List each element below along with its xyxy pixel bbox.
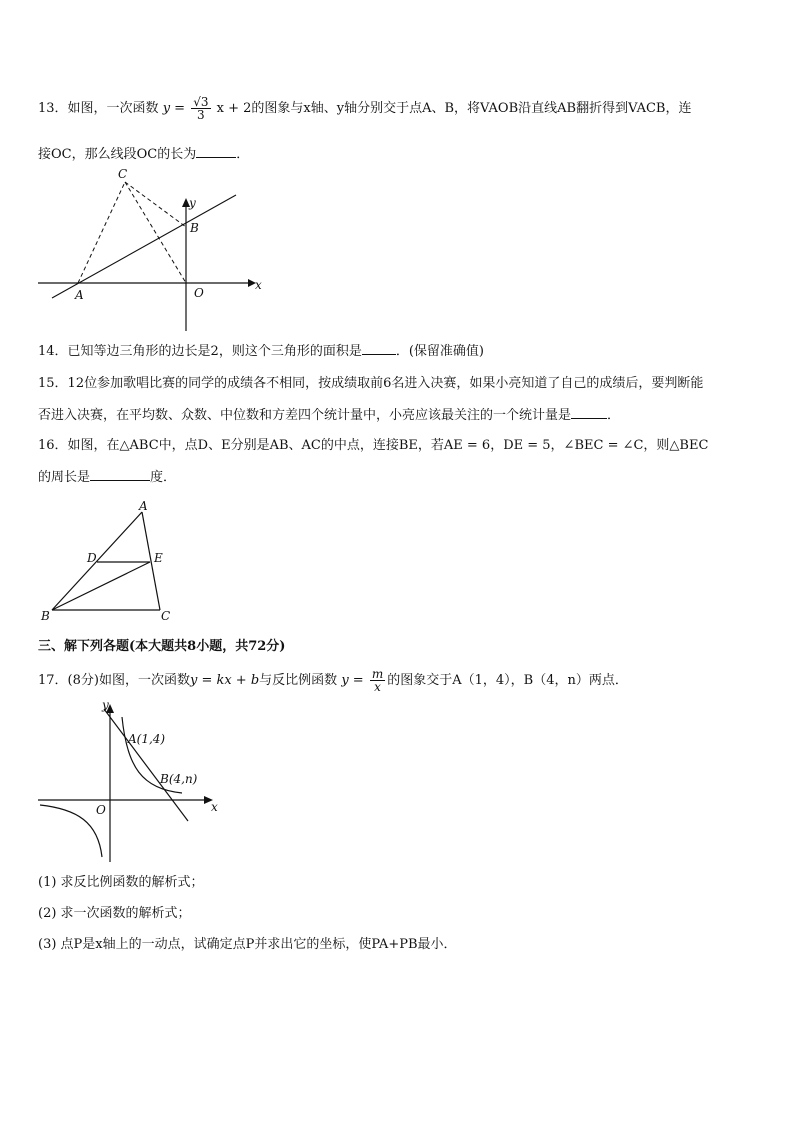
q16-label-e: E — [154, 551, 163, 565]
q15-line2 — [38, 406, 620, 426]
q16-text-1: 16．如图，在△ABC中，点D、E分别是AB、AC的中点，连接BE，若AE = 6，DE = 5，∠BEC = ∠C，则△BEC — [38, 438, 709, 453]
q13-line1 — [38, 96, 691, 121]
q13-label-b: B — [190, 221, 199, 235]
section-3-heading: 三、解下列各题(本大题共8小题，共72分) — [38, 639, 286, 654]
q13-text-a: 如图，一次函数 — [67, 101, 159, 116]
q16-label-a: A — [139, 500, 148, 513]
q16-line2 — [38, 468, 176, 488]
q17-frac-num: m — [371, 667, 384, 681]
q13-figure — [30, 165, 290, 335]
q17-fraction — [370, 668, 385, 693]
q13-text-b: 的图象与x轴、y轴分别交于点A、B，将VAOB沿直线AB翻折得到VACB，连 — [251, 101, 692, 116]
q16-figure — [36, 500, 186, 625]
q17-label-o: O — [96, 803, 106, 817]
q17-frac-den: x — [374, 680, 381, 694]
q14-answer-blank — [362, 342, 396, 355]
q17-sub1: (1) 求反比例函数的解析式； — [38, 875, 204, 890]
q13-frac-den: 3 — [197, 108, 205, 122]
q15-answer-blank — [571, 406, 607, 419]
q14-end: ．(保留准确值) — [395, 344, 484, 359]
q13-answer-blank — [196, 145, 236, 158]
q16-line1 — [38, 436, 708, 456]
q14-text: 14．已知等边三角形的边长是2，则这个三角形的面积是 — [38, 344, 362, 359]
q13-label-x: x — [255, 278, 262, 292]
q17-figure — [32, 697, 232, 867]
q16-text-2a: 的周长是 — [38, 470, 91, 485]
q17-label-b: B(4,n) — [160, 772, 198, 786]
q15-text-2: 否进入决赛，在平均数、众数、中位数和方差四个统计量中，小亮应该最关注的一个统计量是 — [38, 408, 572, 423]
q17-line1 — [38, 668, 628, 693]
q16-label-d: D — [87, 551, 97, 565]
q17-label-x: x — [211, 800, 218, 814]
q13-label-a: A — [75, 288, 84, 302]
q15-line1 — [38, 374, 703, 394]
q13-label-c: C — [118, 167, 128, 181]
q14-line — [38, 342, 484, 362]
q13-label-y: y — [189, 196, 196, 210]
q16-label-b: B — [41, 609, 50, 623]
q16-answer-blank — [90, 468, 150, 481]
q13-end: ． — [236, 147, 250, 162]
q13-label-o: O — [194, 286, 204, 300]
q13-line2 — [38, 145, 249, 165]
q17-sub2: (2) 求一次函数的解析式； — [38, 906, 191, 921]
q16-label-c: C — [161, 609, 171, 623]
q17-text-c: 的图象交于A（1，4），B（4，n）两点． — [387, 673, 628, 688]
q13-eq-y: y = — [162, 101, 186, 116]
q17-eq2-y: y = — [341, 673, 364, 688]
q13-number: 13． — [38, 101, 68, 116]
q13-eq-rest: x + 2 — [216, 101, 252, 116]
q13-frac-num: √3 — [193, 95, 209, 109]
q16-text-2b: 度． — [150, 470, 177, 485]
q17-eq1: y = kx + b — [189, 673, 260, 688]
q13-fraction — [191, 96, 210, 121]
q17-label-y: y — [102, 698, 109, 712]
q17-text-b: 与反比例函数 — [259, 673, 338, 688]
q15-text-1: 15．12位参加歌唱比赛的同学的成绩各不相同，按成绩取前6名进入决赛，如果小亮知道了自己的成绩后，要判断能 — [38, 376, 704, 391]
q15-end: ． — [607, 408, 621, 423]
q17-text-a: 17．(8分)如图，一次函数 — [38, 673, 190, 688]
q13-text-c: 接OC，那么线段OC的长为 — [38, 147, 197, 162]
q17-sub3: (3) 点P是x轴上的一动点，试确定点P并求出它的坐标，使PA+PB最小． — [38, 937, 457, 952]
q17-label-a: A(1,4) — [128, 732, 166, 746]
